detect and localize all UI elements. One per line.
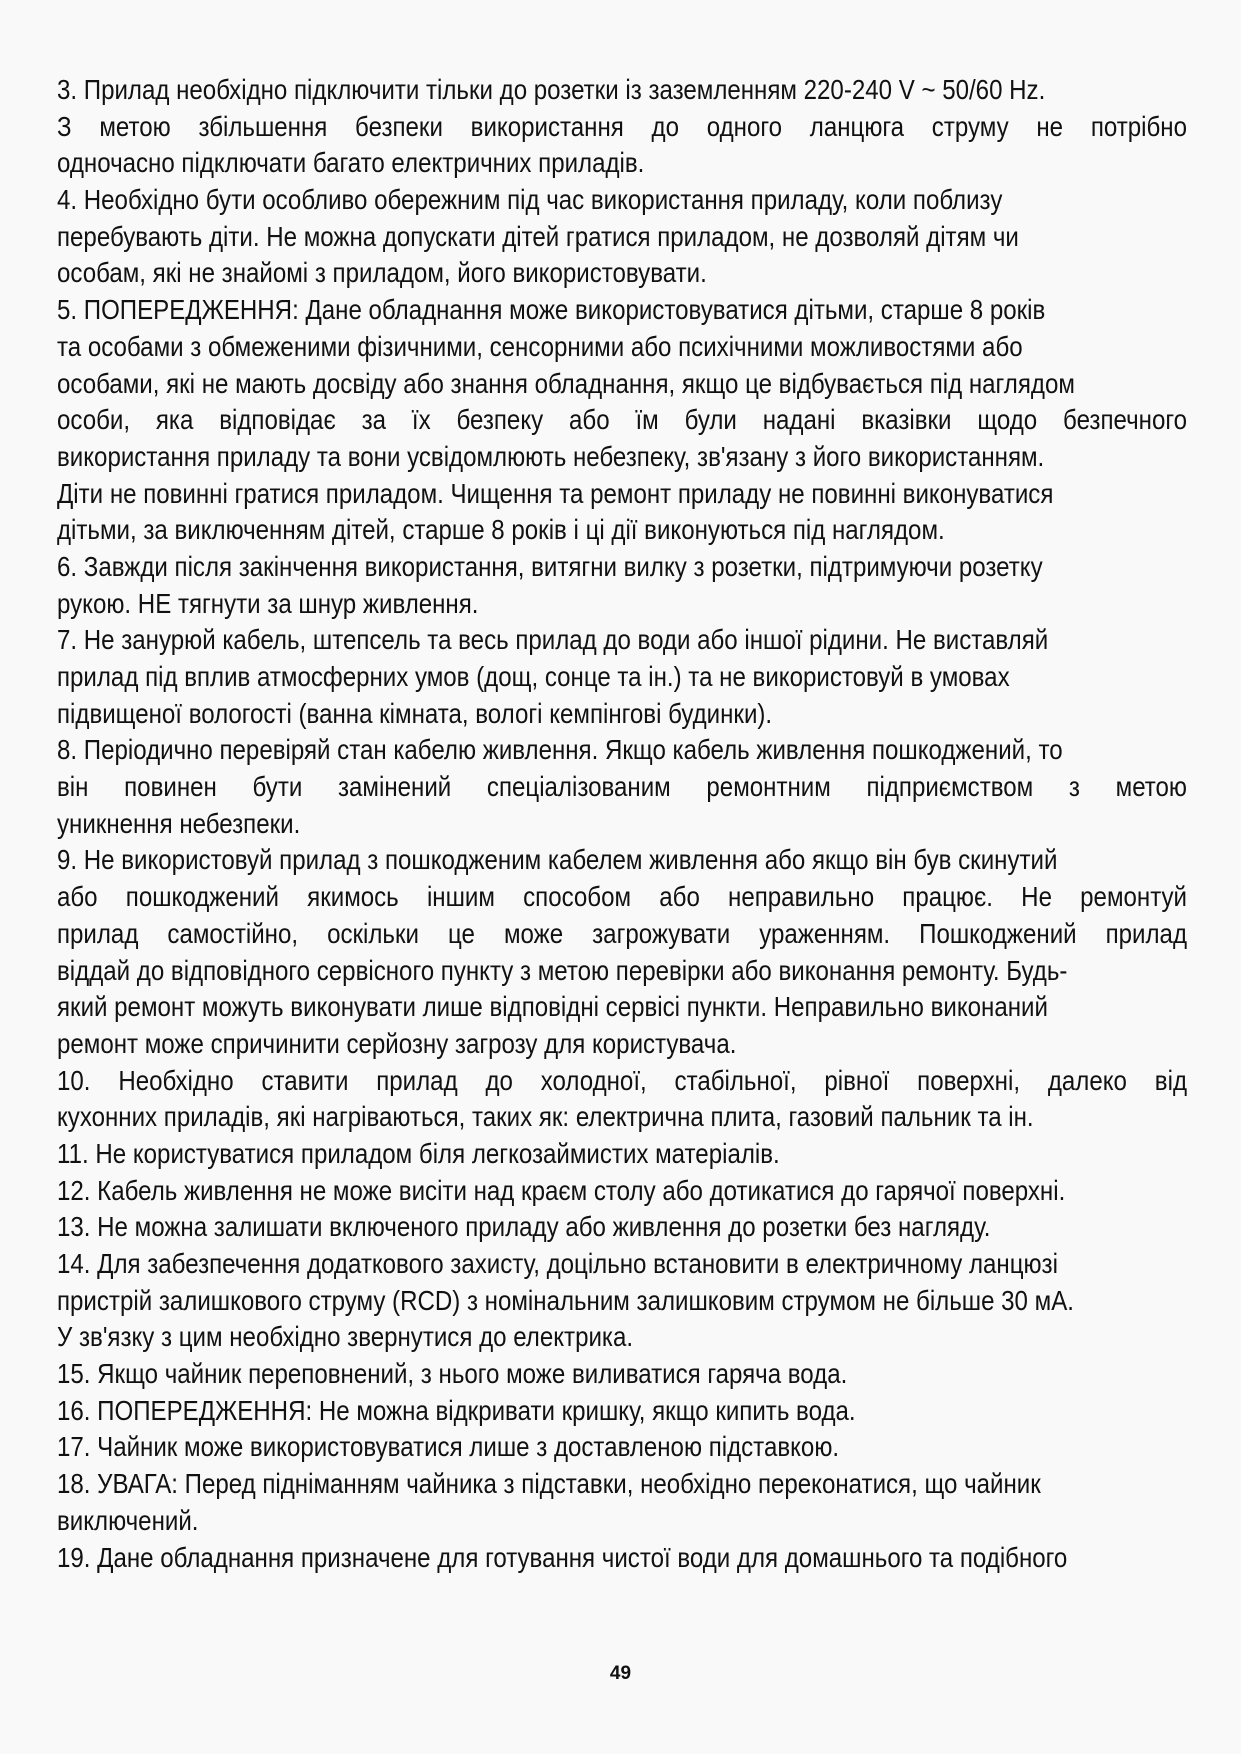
text-line: одночасно підключати багато електричних приладів. <box>57 147 645 179</box>
text-line: 6. Завжди після закінчення використання, витягни вилку з розетки, підтримуючи розетку <box>57 550 1043 582</box>
text-line: він повинен бути замінений спеціалізованим ремонтним підприємством з метою <box>57 771 1187 803</box>
text-line: 3. Прилад необхідно підключити тільки до розетки із заземленням 220-240 V ~ 50/60 Hz. <box>57 74 1046 105</box>
text-line: 7. Не занурюй кабель, штепсель та весь прилад до води або іншої рідини. Не виставляй <box>57 624 1049 656</box>
text-line: З метою збільшення безпеки використання до одного ланцюга струму не потрібно <box>57 110 1187 142</box>
text-line: 13. Не можна залишати включеного приладу або живлення до розетки без нагляду. <box>57 1211 991 1243</box>
text-line: 15. Якщо чайник переповнений, з нього може виливатися гаряча вода. <box>57 1358 848 1390</box>
text-line: 11. Не користуватися приладом біля легкозаймистих матеріалів. <box>57 1137 780 1169</box>
text-line: 19. Дане обладнання призначене для готування чистої води для домашнього та подібного <box>57 1541 1068 1573</box>
text-line: 10. Необхідно ставити прилад до холодної, стабільної, рівної поверхні, далеко від <box>57 1064 1187 1096</box>
text-line: який ремонт можуть виконувати лише відповідні сервісі пункти. Неправильно виконаний <box>57 991 1048 1023</box>
text-line: уникнення небезпеки. <box>57 807 301 839</box>
text-line: прилад самостійно, оскільки це може загрожувати ураженням. Пошкоджений прилад <box>57 917 1187 949</box>
text-line: виключений. <box>57 1504 199 1536</box>
text-line: рукою. НЕ тягнути за шнур живлення. <box>57 587 479 619</box>
text-line: 4. Необхідно бути особливо обережним під час використання приладу, коли поблизу <box>57 184 1003 216</box>
text-line: або пошкоджений якимось іншим способом або неправильно працює. Не ремонтуй <box>57 881 1187 913</box>
text-line: 17. Чайник може використовуватися лише з доставленою підставкою. <box>57 1431 840 1463</box>
text-line: прилад під вплив атмосферних умов (дощ, сонце та ін.) та не використовуй в умовах <box>57 661 1010 692</box>
text-line: використання приладу та вони усвідомлюють небезпеку, зв'язану з його використанням. <box>57 440 1045 472</box>
text-line: 12. Кабель живлення не може висіти над краєм столу або дотикатися до гарячої поверхні. <box>57 1174 1066 1206</box>
text-line: 14. Для забезпечення додаткового захисту, доцільно встановити в електричному ланцюзі <box>57 1248 1058 1279</box>
text-line: 16. ПОПЕРЕДЖЕННЯ: Не можна відкривати кришку, якщо кипить вода. <box>57 1394 856 1426</box>
text-line: пристрій залишкового струму (RCD) з номінальним залишковим струмом не більше 30 мА. <box>57 1284 1074 1316</box>
instruction-text <box>57 72 1187 1576</box>
text-line: особами, які не мають досвіду або знання обладнання, якщо це відбувається під наглядом <box>57 367 1075 399</box>
text-line: 5. ПОПЕРЕДЖЕННЯ: Дане обладнання може використовуватися дітьми, старше 8 років <box>57 294 1046 326</box>
text-line: ремонт може спричинити серйозну загрозу для користувача. <box>57 1027 737 1059</box>
text-line: дітьми, за виключенням дітей, старше 8 років і ці дії виконуються під наглядом. <box>57 514 945 546</box>
text-line: та особами з обмеженими фізичними, сенсорними або психічними можливостями або <box>57 330 1023 362</box>
text-line: особи, яка відповідає за їх безпеку або їм були надані вказівки щодо безпечного <box>57 404 1187 436</box>
text-line: кухонних приладів, які нагріваються, таких як: електрична плита, газовий пальник та ін. <box>57 1101 1034 1133</box>
text-line: У зв'язку з цим необхідно звернутися до електрика. <box>57 1321 634 1353</box>
text-line: Діти не повинні гратися приладом. Чищення та ремонт приладу не повинні виконуватися <box>57 477 1054 509</box>
text-line: підвищеної вологості (ванна кімната, вологі кемпінгові будинки). <box>57 697 773 729</box>
text-line: перебувають діти. Не можна допускати дітей гратися приладом, не дозволяй дітям чи <box>57 220 1019 252</box>
text-line: 18. УВАГА: Перед підніманням чайника з підставки, необхідно переконатися, що чайник <box>57 1468 1041 1500</box>
text-line: особам, які не знайомі з приладом, його використовувати. <box>57 257 707 289</box>
text-line: 9. Не використовуй прилад з пошкодженим кабелем живлення або якщо він був скинутий <box>57 844 1058 876</box>
text-line: віддай до відповідного сервісного пункту з метою перевірки або виконання ремонту. Будь- <box>57 954 1068 986</box>
page-number: 49 <box>609 1663 632 1684</box>
text-line: 8. Періодично перевіряй стан кабелю живлення. Якщо кабель живлення пошкоджений, то <box>57 734 1063 766</box>
